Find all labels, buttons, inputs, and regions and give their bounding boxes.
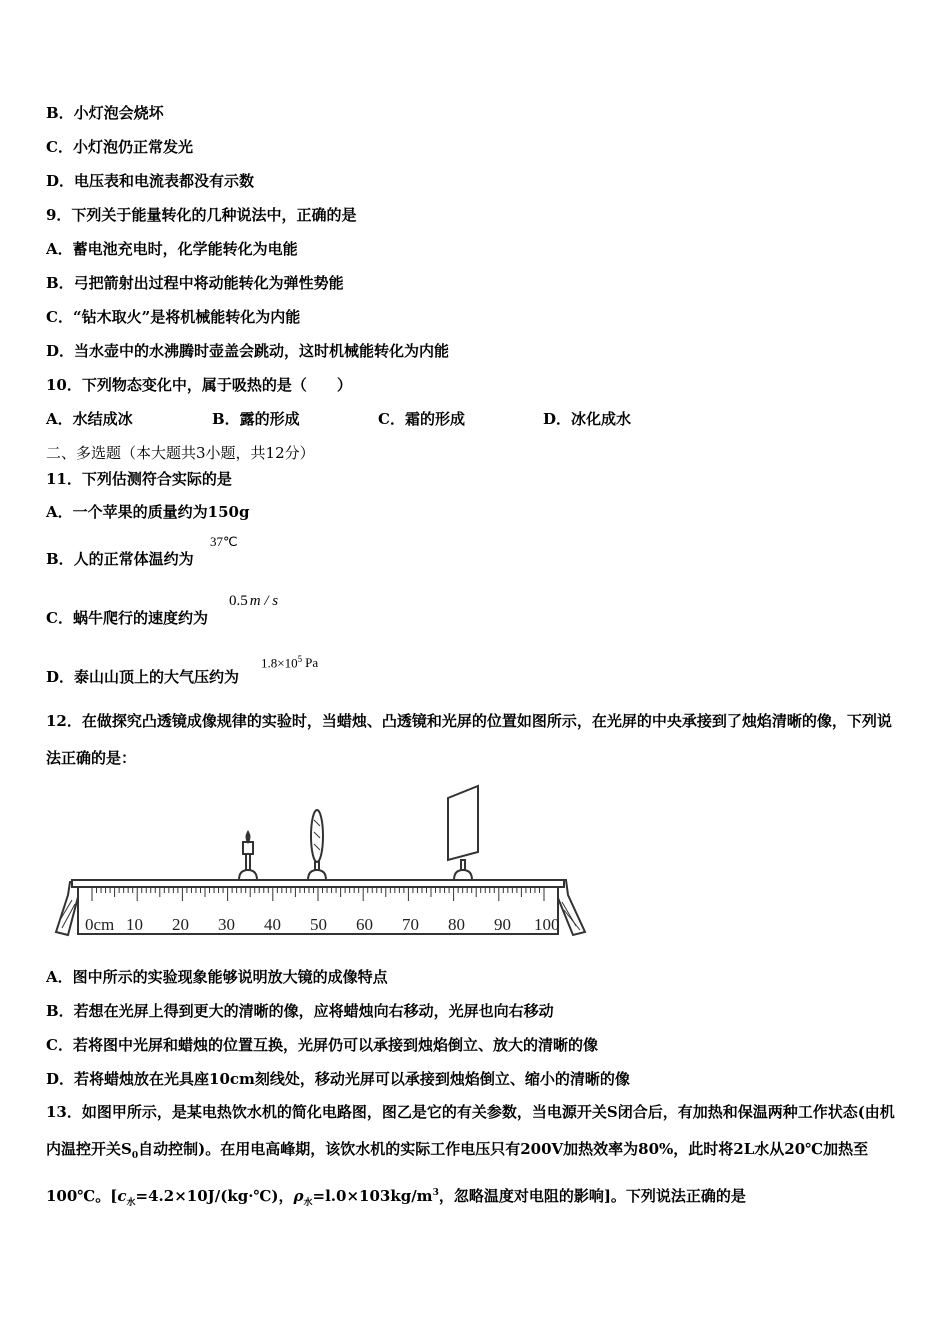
q13-stem: 13．如图甲所示，是某电热饮水机的简化电路图，图乙是它的有关参数，当电源开关S闭合后，有加热和保温两种工作状态(由机内温控开关$S_0$自动控制)。在用电高峰期，该饮水机的实际工作电压只有200V加热效率为80%，此时将2L水从20℃加热至100℃。[$c_水=4.2\times 10J/(kg\cdot℃)$，$\rho_水=l.0\times 103kg/m^3$，忽略温度对电阻的影响]。下列说法正确的是 xyxy=(46,1103,895,1208)
ruler-label-0: 0cm xyxy=(85,915,115,934)
ruler-label-30: 30 xyxy=(218,915,235,934)
ruler-label-50: 50 xyxy=(310,915,327,934)
convex-lens xyxy=(308,810,326,880)
q9-option-b: B．弓把箭射出过程中将动能转化为弹性势能 xyxy=(46,274,344,292)
q11-option-d: D．泰山山顶上的大气压约为 xyxy=(46,668,240,686)
q12-option-b: B．若想在光屏上得到更大的清晰的像，应将蜡烛向右移动，光屏也向右移动 xyxy=(46,1002,554,1020)
q11-formula-c: 0.5 m / s xyxy=(229,593,279,609)
q9-option-a: A．蓄电池充电时，化学能转化为电能 xyxy=(46,240,298,258)
q9-stem: 9．下列关于能量转化的几种说法中，正确的是 xyxy=(46,206,357,224)
q10-option-b: B．露的形成 xyxy=(212,410,300,428)
q10-option-a: A．水结成冰 xyxy=(46,410,133,428)
ruler-label-80: 80 xyxy=(448,915,465,934)
ruler-label-60: 60 xyxy=(356,915,373,934)
light-screen xyxy=(448,786,478,880)
optical-bench-figure xyxy=(48,780,593,940)
ruler-label-40: 40 xyxy=(264,915,281,934)
bench-rail xyxy=(72,880,564,887)
section-heading-multi-choice: 二、多选题（本大题共3小题，共12分） xyxy=(46,444,315,462)
q12-option-c: C．若将图中光屏和蜡烛的位置互换，光屏仍可以承接到烛焰倒立、放大的清晰的像 xyxy=(46,1036,598,1054)
q12-stem: 12．在做探究凸透镜成像规律的实验时，当蜡烛、凸透镜和光屏的位置如图所示，在光屏的中央承接到了烛焰清晰的像，下列说法正确的是： xyxy=(46,712,892,767)
q11-option-a: A．一个苹果的质量约为150g xyxy=(46,503,250,521)
candle xyxy=(239,832,257,880)
ruler-label-90: 90 xyxy=(494,915,511,934)
q11-stem: 11．下列估测符合实际的是 xyxy=(46,470,232,488)
q11-option-b: B．人的正常体温约为 xyxy=(46,550,194,568)
right-support xyxy=(558,880,585,935)
q10-option-d: D．冰化成水 xyxy=(543,410,632,428)
q9-option-c: C．“钻木取火”是将机械能转化为内能 xyxy=(46,308,301,326)
q11-option-c: C．蜗牛爬行的速度约为 xyxy=(46,609,208,627)
left-support xyxy=(56,882,78,935)
q10-stem: 10．下列物态变化中，属于吸热的是（ ） xyxy=(46,376,352,394)
ruler-label-70: 70 xyxy=(402,915,419,934)
ruler-label-100: 100 xyxy=(534,915,560,934)
q11-formula-d: $1.8\times 10^5$ Pa xyxy=(261,654,319,671)
q9-option-d: D．当水壶中的水沸腾时壶盖会跳动，这时机械能转化为内能 xyxy=(46,342,450,360)
q11-formula-b: 37℃ xyxy=(210,534,238,549)
q8-option-c: C．小灯泡仍正常发光 xyxy=(46,138,193,156)
q8-option-b: B．小灯泡会烧坏 xyxy=(46,104,164,122)
q12-option-a: A．图中所示的实验现象能够说明放大镜的成像特点 xyxy=(46,968,388,986)
q8-option-d: D．电压表和电流表都没有示数 xyxy=(46,172,255,190)
q12-option-d: D．若将蜡烛放在光具座10cm刻线处，移动光屏可以承接到烛焰倒立、缩小的清晰的像 xyxy=(46,1070,630,1088)
q10-option-c: C．霜的形成 xyxy=(378,410,465,428)
ruler-label-20: 20 xyxy=(172,915,189,934)
ruler-label-10: 10 xyxy=(126,915,143,934)
